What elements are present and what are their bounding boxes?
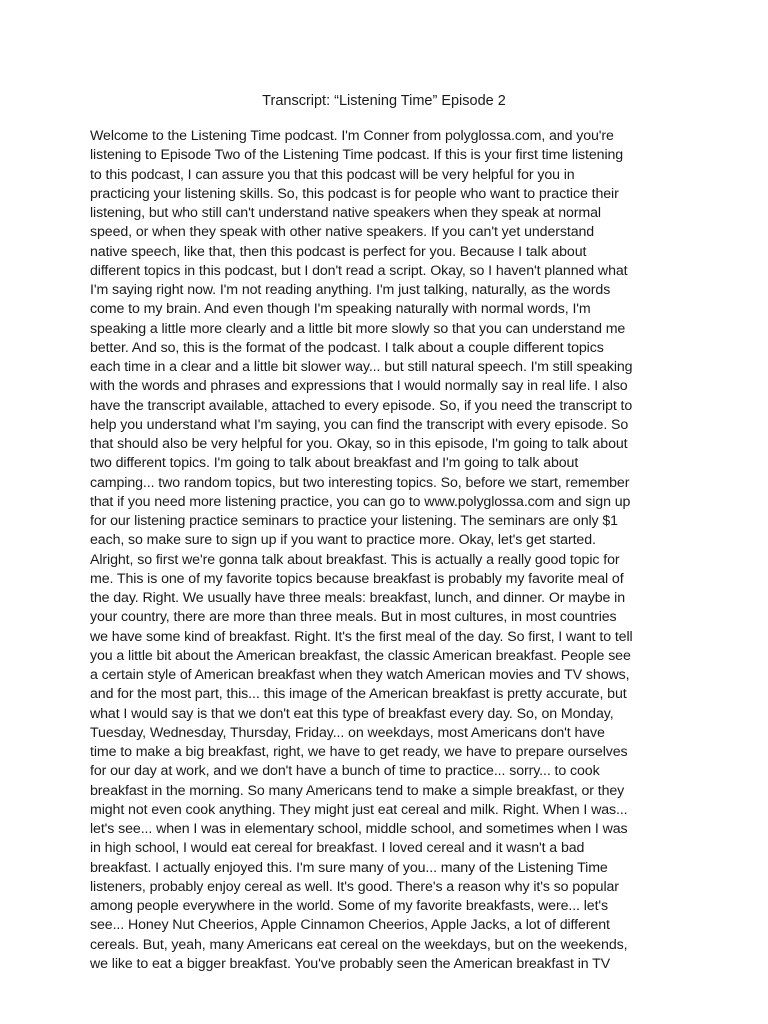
transcript-line: Alright, so first we're gonna talk about breakfast. This is actually a really good topic for xyxy=(90,551,620,568)
transcript-line: and for the most part, this... this image of the American breakfast is pretty accurate, but xyxy=(90,686,627,703)
transcript-line: what I would say is that we don't eat this type of breakfast every day. So, on Monday, xyxy=(90,705,614,722)
transcript-line: cereals. But, yeah, many Americans eat cereal on the weekdays, but on the weekends, xyxy=(90,936,628,953)
transcript-line: have the transcript available, attached to every episode. So, if you need the transcript to xyxy=(90,397,633,414)
transcript-line: your country, there are more than three meals. But in most cultures, in most countries xyxy=(90,609,617,626)
transcript-line: to this podcast, I can assure you that this podcast will be very helpful for you in xyxy=(90,166,575,183)
transcript-line: you a little bit about the American breakfast, the classic American breakfast. People see xyxy=(90,647,631,664)
transcript-line: two different topics. I'm going to talk about breakfast and I'm going to talk about xyxy=(90,455,579,472)
transcript-line: see... Honey Nut Cheerios, Apple Cinnamon Cheerios, Apple Jacks, a lot of different xyxy=(90,917,610,934)
transcript-line: breakfast in the morning. So many Americans tend to make a simple breakfast, or they xyxy=(90,782,625,799)
transcript-line: we like to eat a bigger breakfast. You've probably seen the American breakfast in TV xyxy=(90,955,611,972)
transcript-line: better. And so, this is the format of the podcast. I talk about a couple different topics xyxy=(90,339,604,356)
transcript-line: speed, or when they speak with other native speakers. If you can't yet understand xyxy=(90,224,595,241)
transcript-line: time to make a big breakfast, right, we have to get ready, we have to prepare ourselves xyxy=(90,744,628,760)
transcript-line: Tuesday, Wednesday, Thursday, Friday... on weekdays, most Americans don't have xyxy=(90,724,605,741)
transcript-line: might not even cook anything. They might just eat cereal and milk. Right. When I was... xyxy=(90,801,628,818)
transcript-line: breakfast. I actually enjoyed this. I'm sure many of you... many of the Listening Time xyxy=(90,859,608,876)
transcript-line: native speech, like that, then this podcast is perfect for you. Because I talk about xyxy=(90,243,587,260)
transcript-line: for our day at work, and we don't have a bunch of time to practice... sorry... to cook xyxy=(90,763,600,780)
transcript-line: for our listening practice seminars to practice your listening. The seminars are only $1 xyxy=(90,513,618,529)
page-title: Transcript: “Listening Time” Episode 2 xyxy=(262,93,506,109)
transcript-line: speaking a little more clearly and a little bit more slowly so that you can understand me xyxy=(90,320,626,337)
transcript-line: that should also be very helpful for you. Okay, so in this episode, I'm going to talk about xyxy=(90,436,628,452)
transcript-line: the day. Right. We usually have three meals: breakfast, lunch, and dinner. Or maybe in xyxy=(90,590,626,606)
transcript-line: a certain style of American breakfast when they watch American movies and TV shows, xyxy=(90,667,630,683)
transcript-line: camping... two random topics, but two interesting topics. So, before we start, remember xyxy=(90,474,630,491)
transcript-line: among people everywhere in the world. Some of my favorite breakfasts, were... let's xyxy=(90,898,609,914)
transcript-line: each time in a clear and a little bit slower way... but still natural speech. I'm still speaking xyxy=(90,359,633,375)
transcript-line: we have some kind of breakfast. Right. It's the first meal of the day. So first, I want to tell xyxy=(90,628,633,645)
transcript-line: listeners, probably enjoy cereal as well. It's good. There's a reason why it's so popular xyxy=(90,878,619,895)
transcript-line: with the words and phrases and expressions that I would normally say in real life. I also xyxy=(90,378,628,395)
transcript-line: practicing your listening skills. So, this podcast is for people who want to practice their xyxy=(90,185,619,202)
transcript-line: listening to Episode Two of the Listening Time podcast. If this is your first time listening xyxy=(90,147,624,164)
transcript-line: each, so make sure to sign up if you want to practice more. Okay, let's get started. xyxy=(90,532,596,549)
transcript-line: Welcome to the Listening Time podcast. I'm Conner from polyglossa.com, and you're xyxy=(90,128,614,144)
transcript-line: I'm saying right now. I'm not reading anything. I'm just talking, naturally, as the words xyxy=(90,282,611,298)
transcript-line: that if you need more listening practice, you can go to www.polyglossa.com and sign up xyxy=(90,493,631,510)
transcript-line: in high school, I would eat cereal for breakfast. I loved cereal and it wasn't a bad xyxy=(90,840,585,857)
transcript-line: listening, but who still can't understand native speakers when they speak at normal xyxy=(90,205,601,221)
transcript-line: different topics in this podcast, but I don't read a script. Okay, so I haven't planned what xyxy=(90,262,628,279)
transcript-line: help you understand what I'm saying, you can find the transcript with every episode. So xyxy=(90,416,629,433)
transcript-line: come to my brain. And even though I'm speaking naturally with normal words, I'm xyxy=(90,301,591,318)
transcript-body xyxy=(90,127,690,974)
transcript-line: let's see... when I was in elementary school, middle school, and sometimes when I was xyxy=(90,821,628,837)
transcript-line: me. This is one of my favorite topics because breakfast is probably my favorite meal of xyxy=(90,570,624,587)
